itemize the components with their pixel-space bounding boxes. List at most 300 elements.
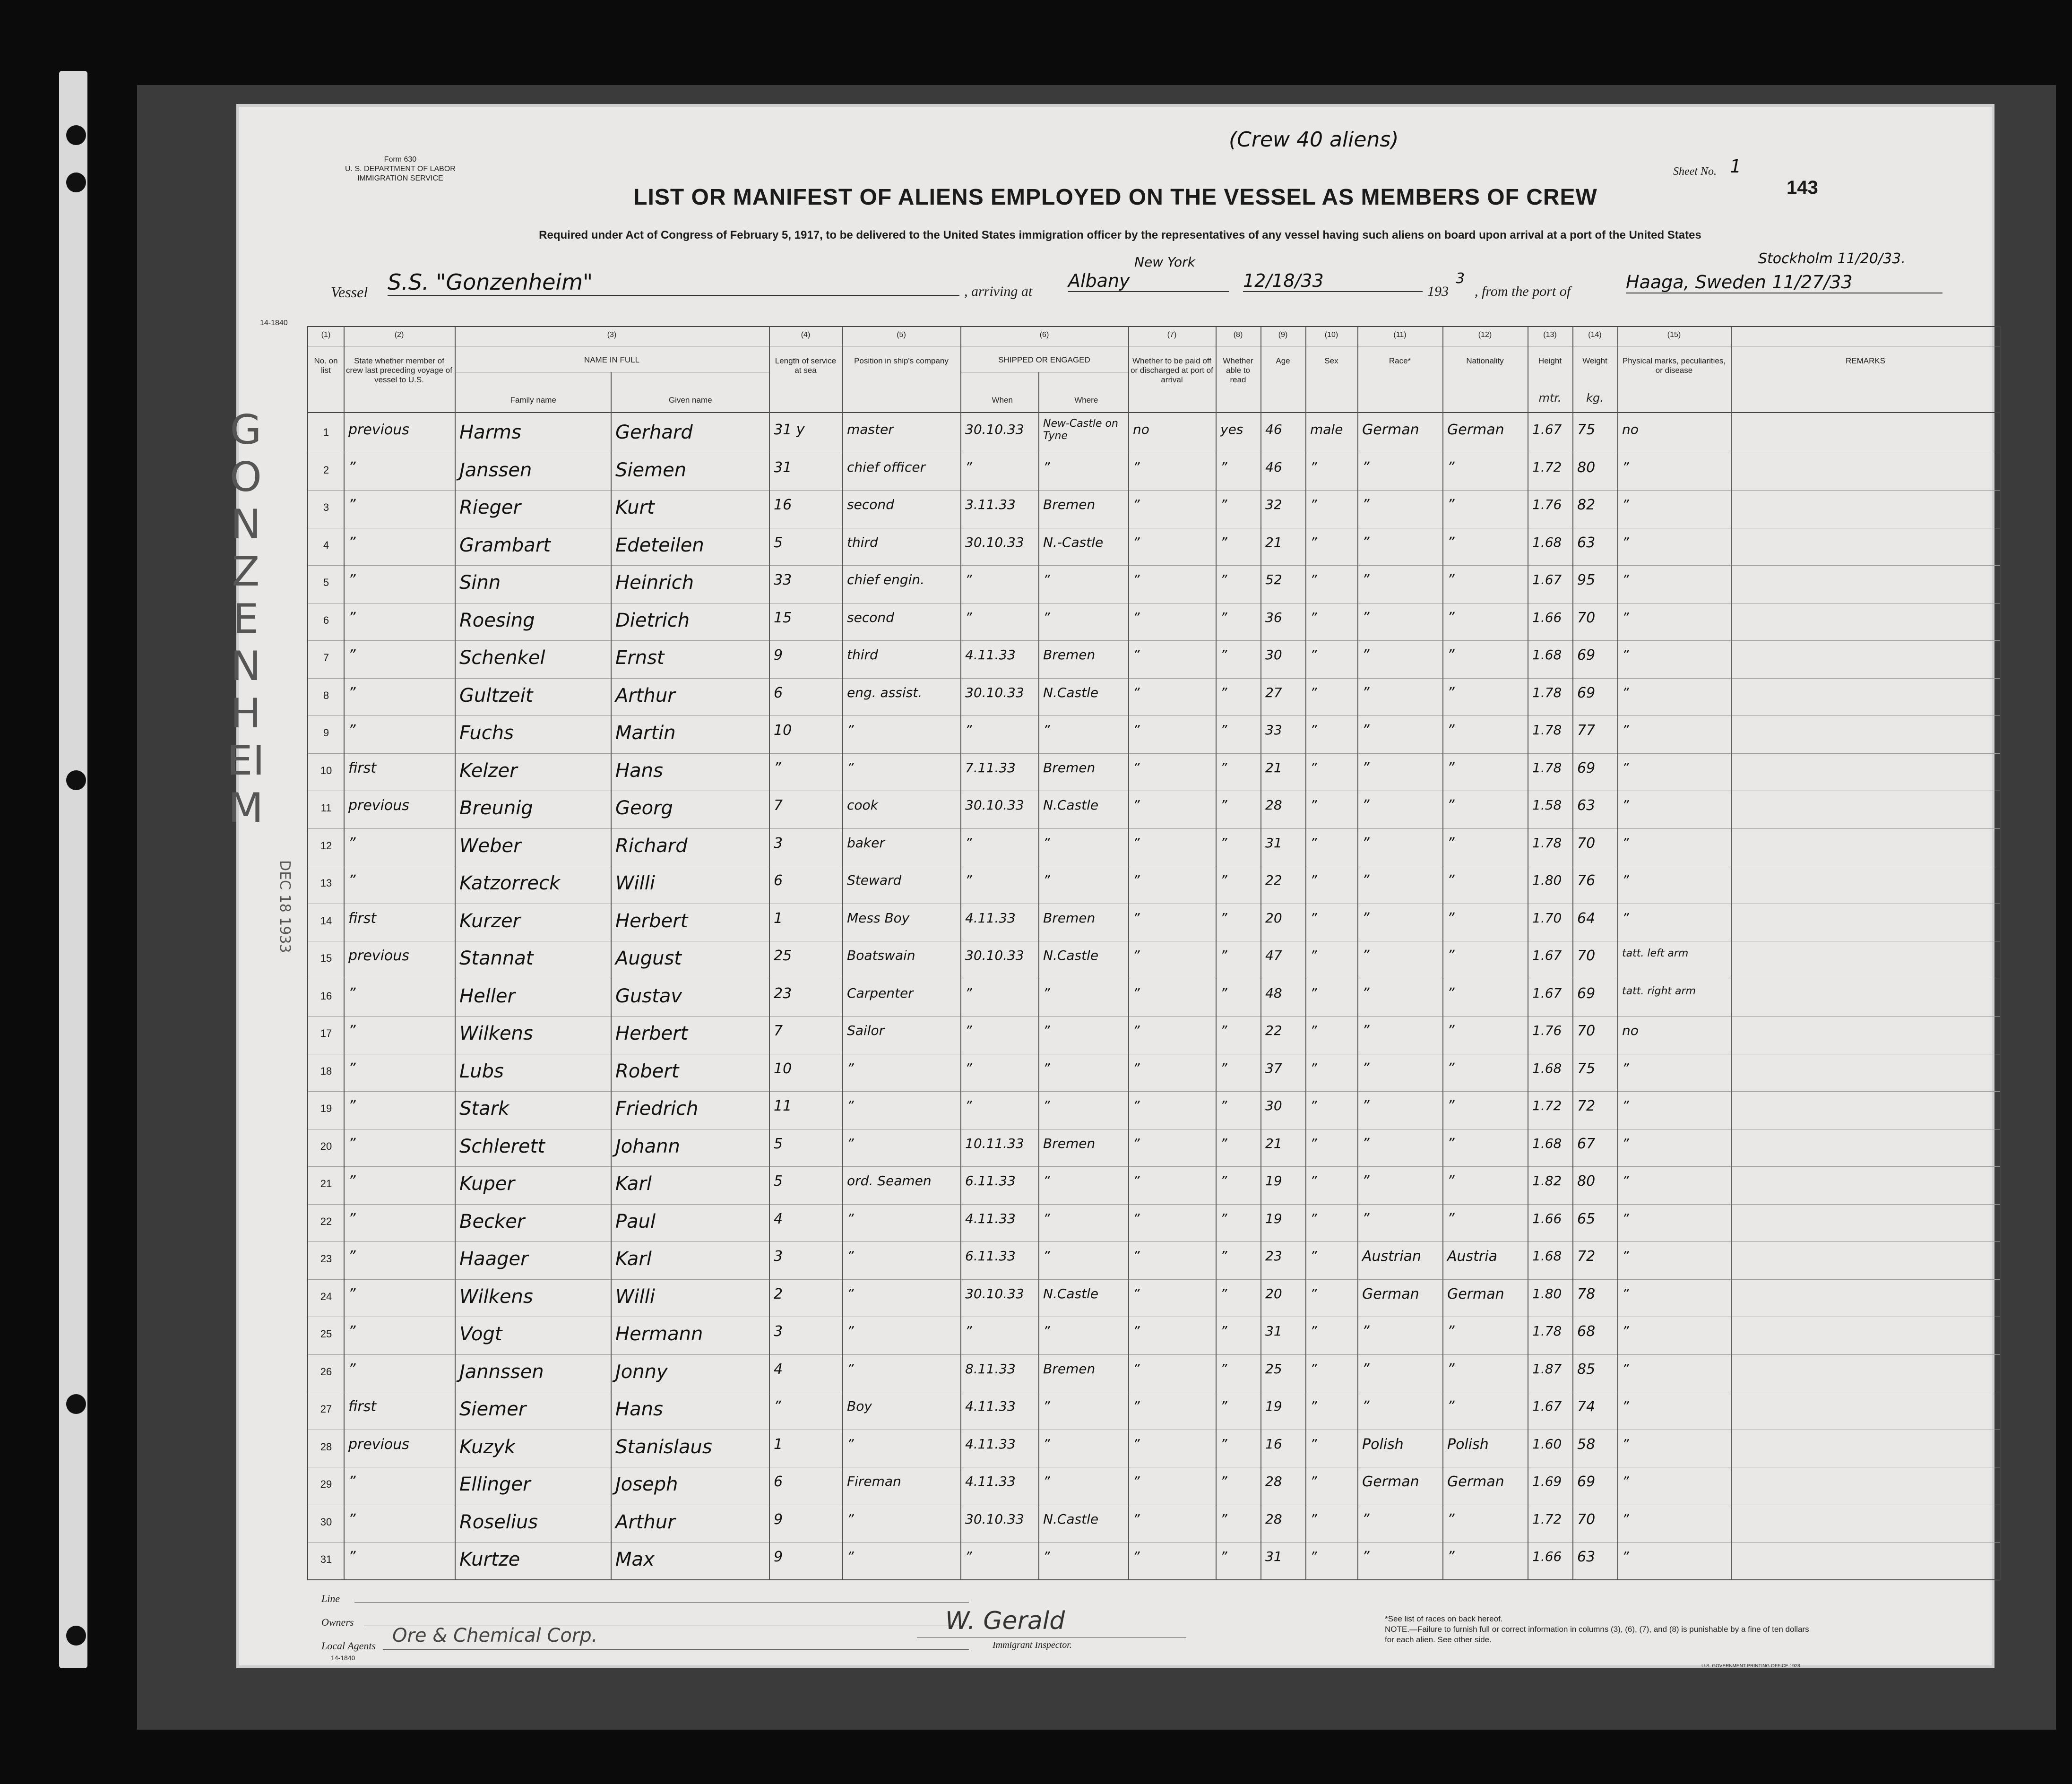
cell-height: 1.70 <box>1532 910 1562 926</box>
cell-prev: ” <box>348 835 356 852</box>
column-header: State whether member of crew last preceding voyage of vessel to U.S. <box>346 356 452 384</box>
cell-when: 30.10.33 <box>965 1285 1024 1301</box>
cell-where: ” <box>1043 1474 1050 1489</box>
cell-nat: ” <box>1447 459 1455 476</box>
cell-weight: 70 <box>1577 609 1596 626</box>
cell-service: ” <box>774 759 781 776</box>
table-row <box>308 943 2000 979</box>
cell-read: ” <box>1220 1248 1227 1264</box>
cell-marks: tatt. right arm <box>1622 985 1696 997</box>
column-header: Length of service at sea <box>775 356 837 375</box>
cell-n: 24 <box>320 1290 332 1302</box>
cell-race: German <box>1362 1285 1419 1302</box>
cell-marks: ” <box>1622 1549 1629 1564</box>
cell-marks: ” <box>1622 1511 1629 1527</box>
cell-nat: Polish <box>1447 1436 1489 1453</box>
cell-where: Bremen <box>1043 910 1096 926</box>
from-port: Haaga, Sweden 11/27/33 <box>1626 272 1942 293</box>
cell-nat: ” <box>1447 534 1455 551</box>
cell-nat: ” <box>1447 985 1455 1002</box>
binder-hole <box>66 172 86 192</box>
cell-paid: ” <box>1133 759 1140 776</box>
cell-paid: no <box>1133 422 1149 437</box>
column-divider <box>1357 327 1358 1579</box>
cell-given: Joseph <box>615 1474 678 1495</box>
cell-service: 6 <box>774 684 783 701</box>
cell-nat: ” <box>1447 722 1455 739</box>
cell-height: 1.67 <box>1532 422 1562 437</box>
cell-paid: ” <box>1133 1173 1140 1189</box>
cell-nat: ” <box>1447 1173 1455 1189</box>
cell-weight: 80 <box>1577 1173 1596 1189</box>
cell-service: 9 <box>774 1549 783 1565</box>
cell-marks: ” <box>1622 1323 1629 1339</box>
cell-where: ” <box>1043 835 1050 851</box>
cell-sex: ” <box>1310 459 1317 475</box>
cell-height: 1.66 <box>1532 1549 1562 1564</box>
cell-when: ” <box>965 1060 972 1076</box>
cell-nat: German <box>1447 422 1504 438</box>
cell-family: Jannssen <box>459 1361 544 1383</box>
cell-prev: ” <box>348 1210 356 1227</box>
cell-marks: no <box>1622 422 1639 437</box>
column-number: (8) <box>1233 331 1243 339</box>
cell-given: Johann <box>615 1135 680 1157</box>
cell-service: 6 <box>774 1474 783 1490</box>
cell-given: Kurt <box>615 497 655 518</box>
cell-sex: ” <box>1310 1549 1317 1564</box>
column-subheader: Where <box>1074 396 1098 405</box>
cell-given: Siemen <box>615 459 687 481</box>
cell-position: ” <box>847 1436 854 1452</box>
table-row <box>308 1507 2000 1543</box>
column-header: NAME IN FULL <box>584 355 640 364</box>
cell-sex: ” <box>1310 1474 1317 1489</box>
cell-age: 30 <box>1265 647 1282 663</box>
cell-height: 1.67 <box>1532 572 1562 587</box>
cell-prev: ” <box>348 459 356 476</box>
cell-nat: ” <box>1447 948 1455 964</box>
cell-n: 1 <box>323 426 329 438</box>
cell-n: 17 <box>320 1027 332 1039</box>
column-divider <box>1572 327 1573 1579</box>
row-rule <box>308 1241 2000 1242</box>
cell-age: 16 <box>1265 1436 1282 1452</box>
column-number: (9) <box>1278 331 1288 339</box>
cell-race: ” <box>1362 534 1370 551</box>
cell-family: Grambart <box>459 534 551 556</box>
cell-height: 1.68 <box>1532 1248 1562 1264</box>
cell-age: 31 <box>1265 835 1282 851</box>
cell-service: 1 <box>774 1436 783 1453</box>
column-number: (10) <box>1324 331 1338 339</box>
cell-age: 52 <box>1265 572 1282 587</box>
cell-family: Ellinger <box>459 1474 531 1495</box>
row-rule <box>308 828 2000 829</box>
cell-age: 46 <box>1265 422 1282 437</box>
cell-when: ” <box>965 1549 972 1564</box>
cell-prev: ” <box>348 1098 356 1114</box>
row-rule <box>308 678 2000 679</box>
cell-age: 25 <box>1265 1361 1282 1377</box>
owners-label: Owners <box>321 1616 354 1628</box>
manifest-title: LIST OR MANIFEST OF ALIENS EMPLOYED ON THE VESSEL AS MEMBERS OF CREW <box>633 185 1597 210</box>
table-row <box>308 1206 2000 1242</box>
column-divider <box>1038 372 1039 1579</box>
cell-when: 7.11.33 <box>965 759 1016 776</box>
table-row <box>308 1243 2000 1279</box>
column-divider <box>960 327 961 1579</box>
inspector-label: Immigrant Inspector. <box>993 1640 1072 1650</box>
cell-paid: ” <box>1133 948 1140 963</box>
cell-read: ” <box>1220 497 1227 512</box>
cell-when: ” <box>965 1323 972 1339</box>
cell-prev: ” <box>348 684 356 701</box>
cell-height: 1.69 <box>1532 1474 1562 1489</box>
cell-prev: ” <box>348 1173 356 1189</box>
cell-sex: ” <box>1310 722 1317 738</box>
footnotes <box>1385 1614 1810 1645</box>
cell-given: Willi <box>615 872 656 894</box>
cell-where: Bremen <box>1043 1135 1096 1151</box>
cell-age: 46 <box>1265 459 1282 475</box>
cell-race: ” <box>1362 722 1370 739</box>
cell-n: 10 <box>320 764 332 776</box>
cell-when: 4.11.33 <box>965 1398 1016 1414</box>
cell-given: Robert <box>615 1060 679 1082</box>
cell-read: ” <box>1220 684 1227 700</box>
agents-code: 14-1840 <box>331 1654 355 1662</box>
cell-n: 21 <box>320 1178 332 1189</box>
cell-weight: 72 <box>1577 1248 1596 1265</box>
cell-weight: 69 <box>1577 985 1596 1002</box>
line-underline <box>354 1602 969 1603</box>
cell-sex: ” <box>1310 684 1317 700</box>
cell-height: 1.68 <box>1532 534 1562 550</box>
cell-given: Herbert <box>615 910 688 932</box>
cell-when: 4.11.33 <box>965 1474 1016 1489</box>
cell-paid: ” <box>1133 985 1140 1001</box>
cell-sex: ” <box>1310 1436 1317 1452</box>
column-unit: kg. <box>1586 391 1604 405</box>
cell-prev: ” <box>348 1511 356 1528</box>
inspector-signature: W. Gerald <box>945 1607 1065 1635</box>
cell-family: Harms <box>459 422 521 443</box>
cell-marks: ” <box>1622 572 1629 587</box>
binder-hole <box>66 125 86 145</box>
cell-marks: ” <box>1622 1135 1629 1151</box>
table-row <box>308 1394 2000 1430</box>
cell-position: ” <box>847 722 854 738</box>
cell-where: ” <box>1043 1210 1050 1226</box>
cell-read: ” <box>1220 1173 1227 1189</box>
cell-where: Bremen <box>1043 647 1096 663</box>
cell-sex: ” <box>1310 797 1317 813</box>
cell-where: N.Castle <box>1043 948 1099 963</box>
cell-position: Steward <box>847 872 902 888</box>
cell-weight: 69 <box>1577 759 1596 776</box>
cell-family: Janssen <box>459 459 532 481</box>
cell-paid: ” <box>1133 647 1140 663</box>
cell-race: ” <box>1362 1023 1370 1039</box>
cell-position: Carpenter <box>847 985 914 1001</box>
cell-sex: ” <box>1310 985 1317 1001</box>
cell-where: ” <box>1043 1323 1050 1339</box>
cell-family: Wilkens <box>459 1285 533 1308</box>
cell-given: Arthur <box>615 1511 675 1533</box>
cell-where: Bremen <box>1043 1361 1096 1377</box>
cell-service: 7 <box>774 797 783 814</box>
cell-weight: 77 <box>1577 722 1596 739</box>
cell-position: baker <box>847 835 885 851</box>
column-divider <box>1731 327 1732 1579</box>
cell-read: ” <box>1220 872 1227 888</box>
table-row <box>308 1469 2000 1505</box>
column-header: Physical marks, peculiarities, or disease <box>1622 356 1726 375</box>
cell-prev: ” <box>348 609 356 626</box>
cell-nat: ” <box>1447 1511 1455 1528</box>
cell-race: ” <box>1362 985 1370 1002</box>
cell-prev: ” <box>348 872 356 889</box>
cell-race: Austrian <box>1362 1248 1421 1265</box>
cell-sex: ” <box>1310 497 1317 512</box>
cell-position: Sailor <box>847 1023 885 1038</box>
row-rule <box>308 1016 2000 1017</box>
cell-read: ” <box>1220 1436 1227 1452</box>
cell-family: Weber <box>459 835 521 857</box>
cell-marks: ” <box>1622 1173 1629 1189</box>
cell-read: ” <box>1220 948 1227 963</box>
cell-weight: 82 <box>1577 497 1596 513</box>
cell-where: ” <box>1043 1248 1050 1264</box>
cell-service: 33 <box>774 572 792 588</box>
line-label: Line <box>321 1593 340 1604</box>
cell-sex: ” <box>1310 609 1317 625</box>
cell-paid: ” <box>1133 872 1140 888</box>
cell-given: Arthur <box>615 684 675 707</box>
cell-service: 5 <box>774 1173 783 1189</box>
column-number: (12) <box>1478 331 1492 339</box>
cell-height: 1.82 <box>1532 1173 1562 1189</box>
cell-race: ” <box>1362 1511 1370 1528</box>
column-divider <box>1305 327 1306 1579</box>
cell-service: 4 <box>774 1210 783 1227</box>
cell-marks: tatt. left arm <box>1622 948 1689 959</box>
vessel-margin-stamp: GONZENHEIM <box>227 406 265 832</box>
column-subheader: When <box>992 396 1013 405</box>
row-rule <box>308 640 2000 641</box>
cell-nat: ” <box>1447 572 1455 588</box>
cell-when: ” <box>965 609 972 625</box>
cell-position: master <box>847 422 894 437</box>
cell-position: ” <box>847 1248 854 1264</box>
column-divider <box>1442 327 1443 1579</box>
cell-race: ” <box>1362 910 1370 927</box>
cell-sex: ” <box>1310 572 1317 587</box>
cell-prev: ” <box>348 1248 356 1265</box>
cell-paid: ” <box>1133 609 1140 625</box>
cell-prev: ” <box>348 534 356 551</box>
signature-line <box>917 1637 1186 1638</box>
cell-age: 47 <box>1265 948 1282 963</box>
cell-age: 19 <box>1265 1173 1282 1189</box>
cell-age: 23 <box>1265 1248 1282 1264</box>
cell-nat: ” <box>1447 609 1455 626</box>
cell-age: 28 <box>1265 1511 1282 1527</box>
cell-age: 19 <box>1265 1210 1282 1226</box>
cell-prev: ” <box>348 985 356 1002</box>
cell-service: 6 <box>774 872 783 889</box>
cell-n: 4 <box>323 539 329 551</box>
cell-nat: ” <box>1447 647 1455 664</box>
cell-height: 1.60 <box>1532 1436 1562 1452</box>
cell-family: Becker <box>459 1210 525 1232</box>
cell-position: ” <box>847 1511 854 1527</box>
cell-where: N.Castle <box>1043 797 1099 813</box>
cell-service: 31 y <box>774 422 805 438</box>
table-row <box>308 1544 2000 1580</box>
cell-n: 13 <box>320 877 332 889</box>
cell-paid: ” <box>1133 722 1140 738</box>
cell-read: ” <box>1220 1549 1227 1564</box>
cell-marks: ” <box>1622 797 1629 813</box>
cell-family: Kurzer <box>459 910 521 932</box>
cell-age: 31 <box>1265 1323 1282 1339</box>
cell-n: 23 <box>320 1253 332 1265</box>
column-divider <box>842 327 843 1579</box>
cell-where: ” <box>1043 722 1050 738</box>
cell-nat: ” <box>1447 1098 1455 1114</box>
cell-family: Lubs <box>459 1060 504 1082</box>
cell-weight: 68 <box>1577 1323 1596 1340</box>
cell-family: Fuchs <box>459 722 514 744</box>
cell-height: 1.67 <box>1532 1398 1562 1414</box>
table-row <box>308 905 2000 941</box>
cell-family: Haager <box>459 1248 528 1270</box>
cell-weight: 70 <box>1577 835 1596 852</box>
table-row <box>308 717 2000 753</box>
printer-imprint: U.S. GOVERNMENT PRINTING OFFICE 1928 <box>1701 1663 1800 1669</box>
cell-when: 30.10.33 <box>965 797 1024 813</box>
binder-hole <box>66 1394 86 1414</box>
column-divider <box>455 327 456 1579</box>
column-header: No. on list <box>314 356 338 375</box>
cell-service: 15 <box>774 609 792 626</box>
binder-hole <box>66 1626 86 1646</box>
cell-where: ” <box>1043 572 1050 587</box>
cell-marks: ” <box>1622 1436 1629 1452</box>
cell-where: ” <box>1043 872 1050 888</box>
column-header: Height <box>1538 356 1562 365</box>
cell-marks: no <box>1622 1023 1639 1038</box>
cell-n: 2 <box>323 464 329 476</box>
cell-prev: first <box>348 910 377 927</box>
cell-prev: ” <box>348 1474 356 1490</box>
service-name: IMMIGRATION SERVICE <box>357 174 443 182</box>
cell-position: ” <box>847 1549 854 1564</box>
cell-weight: 69 <box>1577 684 1596 701</box>
cell-marks: ” <box>1622 647 1629 663</box>
cell-prev: ” <box>348 1285 356 1302</box>
binder-strip <box>59 71 87 1668</box>
cell-age: 28 <box>1265 1474 1282 1489</box>
cell-when: 4.11.33 <box>965 910 1016 926</box>
manifest-subtitle: Required under Act of Congress of February 5, 1917, to be delivered to the United States immigration officer by the representatives of any vessel having such aliens on board upon arrival at a port of the United States <box>539 229 1701 241</box>
row-rule <box>308 1542 2000 1543</box>
cell-when: 4.11.33 <box>965 1210 1016 1226</box>
table-row <box>308 680 2000 716</box>
cell-service: 23 <box>774 985 792 1002</box>
cell-sex: ” <box>1310 1361 1317 1377</box>
cell-nat: ” <box>1447 1323 1455 1340</box>
cell-age: 32 <box>1265 497 1282 512</box>
cell-age: 28 <box>1265 797 1282 813</box>
cell-weight: 95 <box>1577 572 1596 588</box>
cell-service: 10 <box>774 1060 792 1077</box>
cell-position: cook <box>847 797 878 813</box>
cell-race: ” <box>1362 1398 1370 1415</box>
cell-race: ” <box>1362 684 1370 701</box>
cell-marks: ” <box>1622 459 1629 475</box>
cell-where: ” <box>1043 1398 1050 1414</box>
cell-n: 11 <box>320 802 332 814</box>
cell-when: 30.10.33 <box>965 1511 1024 1527</box>
cell-given: Willi <box>615 1285 656 1308</box>
cell-position: ord. Seamen <box>847 1173 932 1189</box>
cell-when: 30.10.33 <box>965 534 1024 550</box>
cell-marks: ” <box>1622 1285 1629 1301</box>
cell-given: Georg <box>615 797 673 819</box>
row-rule <box>308 565 2000 566</box>
cell-sex: ” <box>1310 1210 1317 1226</box>
column-header: Position in ship's company <box>854 356 949 365</box>
table-row <box>308 1093 2000 1129</box>
table-row <box>308 793 2000 828</box>
cell-given: Ernst <box>615 647 665 669</box>
cell-service: 3 <box>774 835 783 852</box>
cell-marks: ” <box>1622 1098 1629 1113</box>
cell-age: 21 <box>1265 534 1282 550</box>
cell-service: 16 <box>774 497 792 513</box>
cell-weight: 67 <box>1577 1135 1596 1152</box>
cell-prev: previous <box>348 948 409 964</box>
cell-weight: 85 <box>1577 1361 1596 1378</box>
cell-when: 30.10.33 <box>965 422 1024 437</box>
cell-read: ” <box>1220 1135 1227 1151</box>
column-header: Whether able to read <box>1223 356 1253 384</box>
cell-weight: 69 <box>1577 647 1596 664</box>
cell-nat: ” <box>1447 797 1455 814</box>
cell-position: eng. assist. <box>847 684 923 700</box>
cell-n: 14 <box>320 914 332 927</box>
table-row <box>308 1131 2000 1167</box>
cell-age: 21 <box>1265 759 1282 776</box>
cell-given: Stanislaus <box>615 1436 712 1458</box>
row-rule <box>308 1091 2000 1092</box>
cell-nat: ” <box>1447 835 1455 852</box>
cell-age: 31 <box>1265 1549 1282 1564</box>
cell-where: ” <box>1043 1060 1050 1076</box>
cell-weight: 64 <box>1577 910 1596 927</box>
column-divider <box>1260 327 1261 1579</box>
table-row <box>308 981 2000 1017</box>
year-digit: 3 <box>1456 270 1465 287</box>
cell-paid: ” <box>1133 534 1140 550</box>
cell-service: 9 <box>774 1511 783 1528</box>
cell-family: Gultzeit <box>459 684 533 707</box>
cell-paid: ” <box>1133 684 1140 700</box>
cell-where: ” <box>1043 1023 1050 1038</box>
